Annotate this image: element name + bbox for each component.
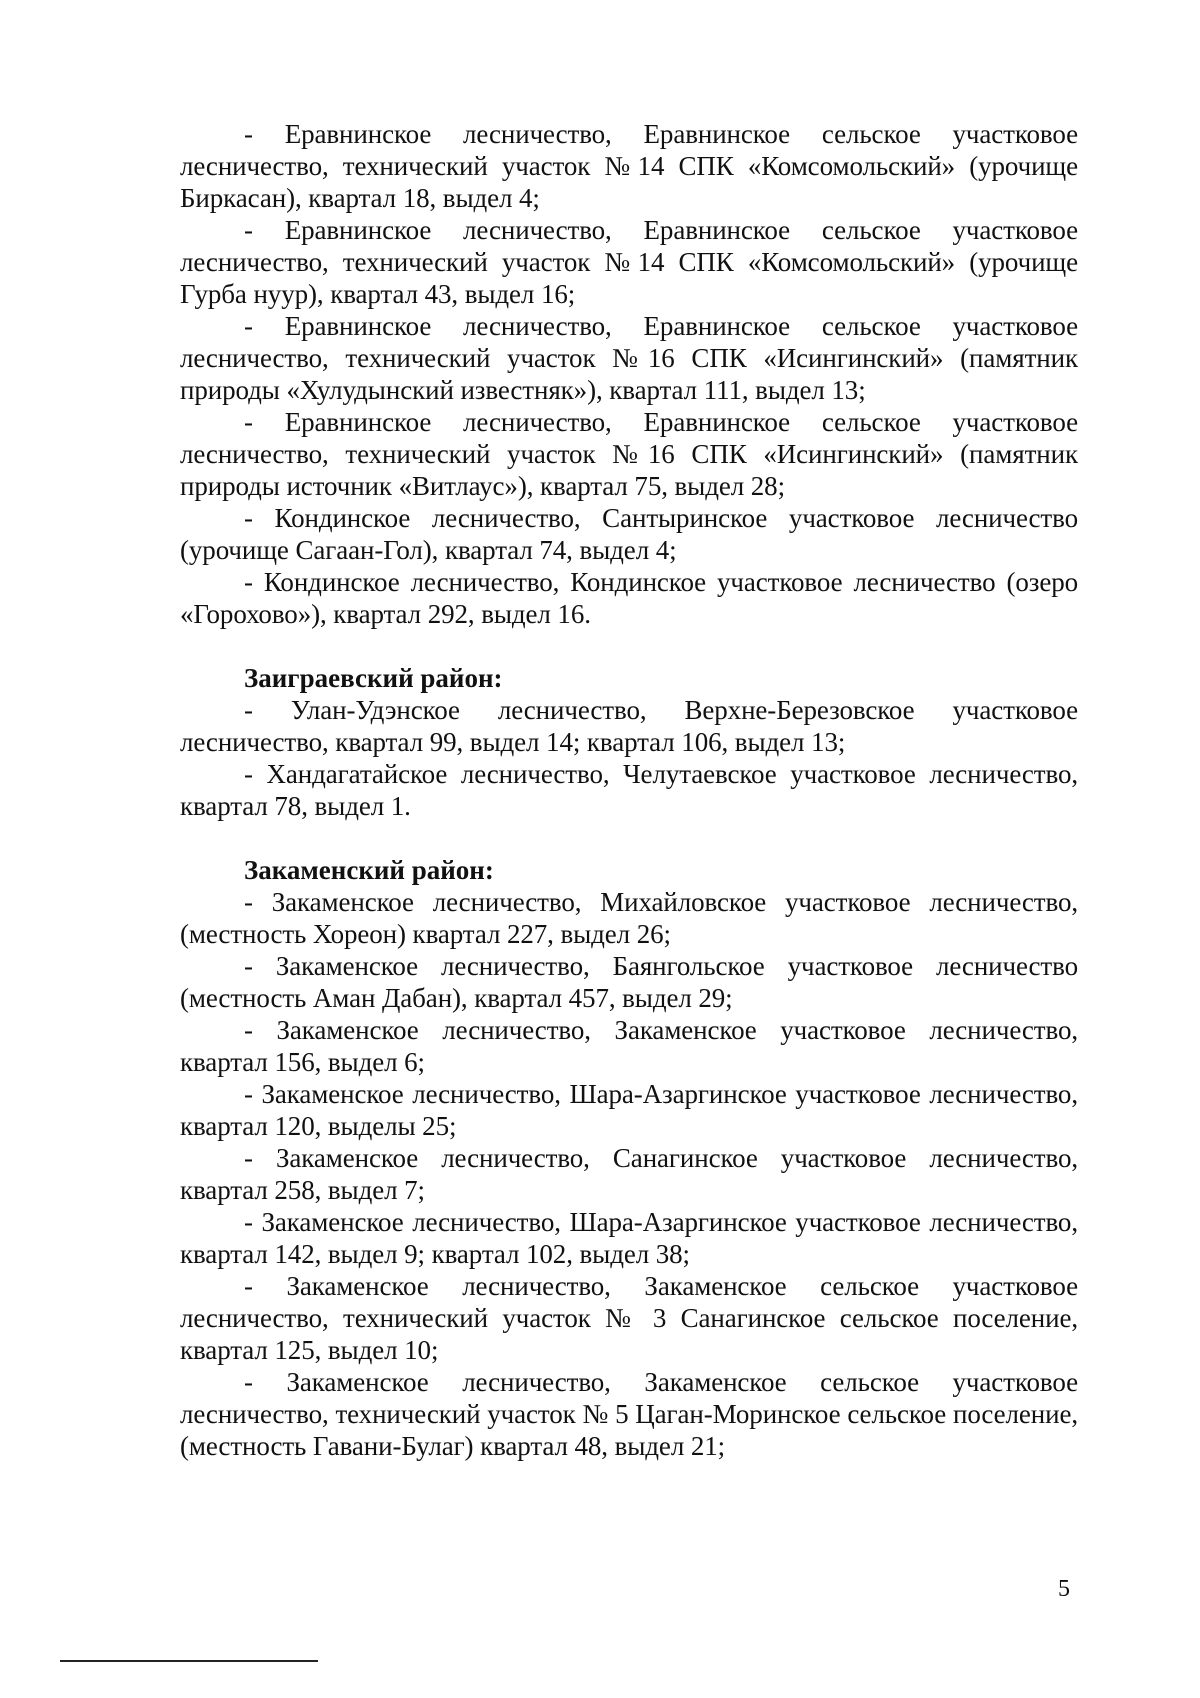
top-list <box>180 118 1078 630</box>
list-item: - Еравнинское лесничество, Еравнинское сельское участковое лесничество, технический участок №16 СПК «Исингинский» (памятник природы «Хулудынский известняк»), квартал 111, выдел 13; <box>180 311 1078 405</box>
page-number: 5 <box>1058 1576 1070 1602</box>
list-item: - Закаменское лесничество, Закаменское сельское участковое лесничество, технический участок № 5 Цаган-Моринское сельское поселение, (местность Гавани-Булаг) квартал 48, выдел 21; <box>180 1367 1078 1461</box>
section-heading: Закаменский район: <box>244 855 494 885</box>
list-item: - Кондинское лесничество, Сантыринское участковое лесничество (урочище Сагаан-Гол), квартал 74, выдел 4; <box>180 503 1078 565</box>
footnote-divider <box>60 1660 318 1662</box>
list-item: - Закаменское лесничество, Закаменское участковое лесничество, квартал 156, выдел 6; <box>180 1015 1078 1077</box>
section-zakamensky <box>180 854 1078 1462</box>
list-item: - Улан-Удэнское лесничество, Верхне-Березовское участковое лесничество, квартал 99, выдел 14; квартал 106, выдел 13; <box>180 695 1078 757</box>
list-item: - Закаменское лесничество, Шара-Азаргинское участковое лесничество, квартал 142, выдел 9; квартал 102, выдел 38; <box>180 1207 1078 1269</box>
list-item: - Хандагатайское лесничество, Челутаевское участковое лесничество, квартал 78, выдел 1. <box>180 759 1078 821</box>
list-item: - Закаменское лесничество, Михайловское участковое лесничество, (местность Хореон) квартал 227, выдел 26; <box>180 887 1078 949</box>
list-item: - Закаменское лесничество, Шара-Азаргинское участковое лесничество, квартал 120, выделы 25; <box>180 1079 1078 1141</box>
list-item: - Еравнинское лесничество, Еравнинское сельское участковое лесничество, технический участок №16 СПК «Исингинский» (памятник природы источник «Витлаус»), квартал 75, выдел 28; <box>180 407 1078 501</box>
list-item: - Закаменское лесничество, Закаменское сельское участковое лесничество, технический участок № 3 Санагинское сельское поселение, квартал 125, выдел 10; <box>180 1271 1078 1365</box>
section-zaigraevsky <box>180 662 1078 822</box>
list-item: - Еравнинское лесничество, Еравнинское сельское участковое лесничество, технический участок №14 СПК «Комсомольский» (урочище Гурба нуур), квартал 43, выдел 16; <box>180 215 1078 309</box>
section-heading: Заиграевский район: <box>244 663 503 693</box>
list-item: - Кондинское лесничество, Кондинское участковое лесничество (озеро «Горохово»), квартал 292, выдел 16. <box>180 567 1078 629</box>
list-item: - Еравнинское лесничество, Еравнинское сельское участковое лесничество, технический участок №14 СПК «Комсомольский» (урочище Биркасан), квартал 18, выдел 4; <box>180 119 1078 213</box>
document-body <box>180 118 1078 1462</box>
list-item: - Закаменское лесничество, Санагинское участковое лесничество, квартал 258, выдел 7; <box>180 1143 1078 1205</box>
list-item: - Закаменское лесничество, Баянгольское участковое лесничество (местность Аман Дабан), квартал 457, выдел 29; <box>180 951 1078 1013</box>
